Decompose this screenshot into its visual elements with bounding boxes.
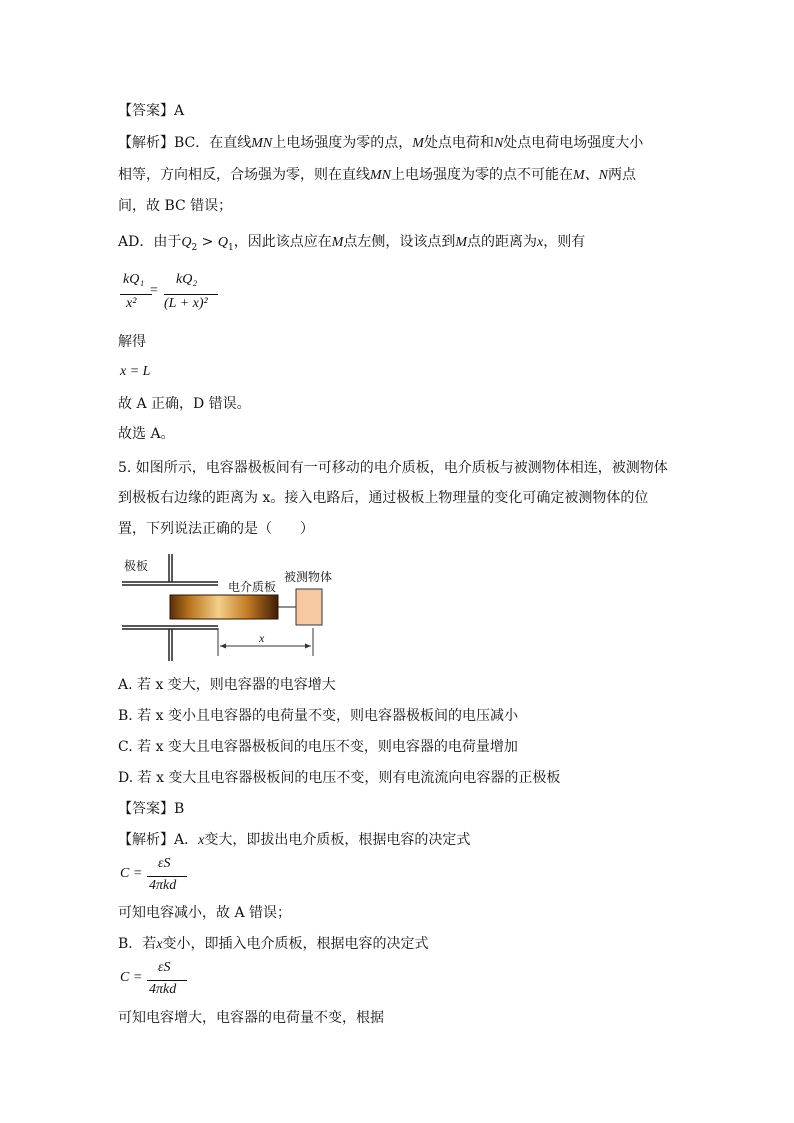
- analysis-line-2: 相等，方向相反，合场强为零，则在直线MN上电场强度为零的点不可能在M、N两点: [118, 167, 636, 183]
- option-a: A. 若 x 变大，则电容器的电容增大: [118, 677, 336, 693]
- label-object: 被测物体: [284, 570, 333, 584]
- conclusion-1: 故 A 正确，D 错误。: [118, 396, 251, 412]
- capacitor-figure: [118, 548, 348, 663]
- formula-capacitance-1: εS 4πkd: [147, 856, 191, 896]
- q5-result-a: 可知电容减小，故 A 错误；: [118, 905, 292, 921]
- q5-analysis-b: B．若x变小，即插入电介质板，根据电容的决定式: [118, 936, 429, 952]
- measured-object: [296, 589, 322, 625]
- conclusion-2: 故选 A。: [118, 426, 175, 442]
- option-d: D. 若 x 变大且电容器极板间的电压不变，则有电流流向电容器的正极板: [118, 770, 561, 786]
- formula-right-fraction: kQ₂ (L + x)²: [164, 272, 224, 316]
- q5-stem-line-1: 5. 如图所示，电容器极板间有一可移动的电介质板，电介质板与被测物体相连，被测物体: [118, 460, 668, 476]
- formula-c-label-1: C =: [120, 866, 143, 881]
- formula-left-fraction: kQ₁ x²: [120, 272, 160, 316]
- option-c: C. 若 x 变大且电容器极板间的电压不变，则电容器的电荷量增加: [118, 739, 518, 755]
- formula-c-label-2: C =: [120, 970, 143, 985]
- q5-stem-line-3: 置，下列说法正确的是（ ）: [118, 521, 314, 537]
- answer-label-q4: 【答案】A: [118, 103, 185, 119]
- analysis-line-3: 间，故 BC 错误；: [118, 198, 233, 214]
- analysis-ad-line: AD．由于$Q_2 > Q_1$，因此该点应在M点左侧，设该点到M点的距离为x，则有: [118, 234, 586, 253]
- answer-label-q5: 【答案】B: [118, 801, 185, 817]
- q5-analysis-a: 【解析】A．x变大，即拔出电介质板，根据电容的决定式: [118, 832, 471, 848]
- option-b: B. 若 x 变小且电容器的电荷量不变，则电容器极板间的电压减小: [118, 708, 518, 724]
- label-x: x: [259, 631, 265, 645]
- label-dielectric: 电介质板: [228, 580, 277, 594]
- q5-result-b: 可知电容增大，电容器的电荷量不变，根据: [118, 1010, 384, 1026]
- solve-result: x = L: [120, 364, 151, 379]
- analysis-line-1: 【解析】BC．在直线MN上电场强度为零的点，M处点电荷和N处点电荷电场强度大小: [118, 135, 644, 151]
- solve-label: 解得: [118, 334, 146, 350]
- dielectric-slab: [170, 595, 278, 619]
- label-plate: 极板: [124, 559, 149, 573]
- q5-stem-line-2: 到极板右边缘的距离为 x。接入电路后，通过极板上物理量的变化可确定被测物体的位: [118, 490, 649, 506]
- formula-equals: =: [150, 283, 158, 298]
- formula-capacitance-2: εS 4πkd: [147, 960, 191, 1000]
